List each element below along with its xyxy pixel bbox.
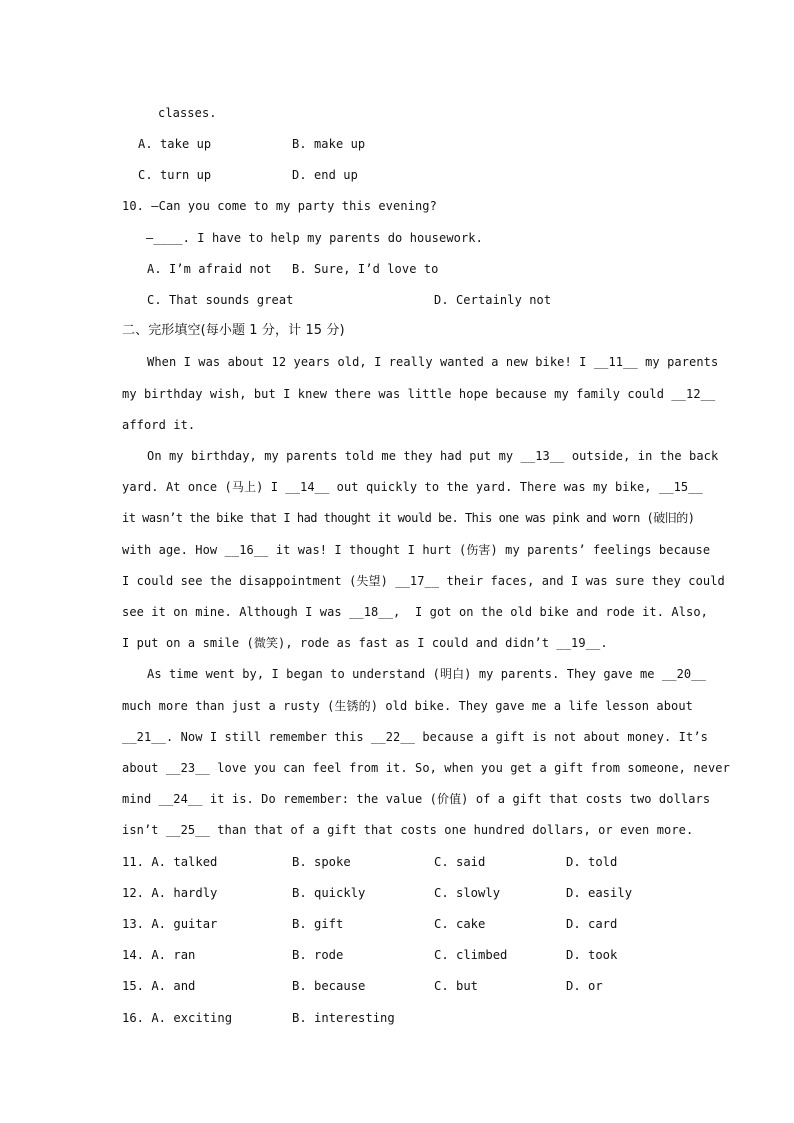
passage-line-4	[147, 448, 718, 464]
blank-22: __22__	[371, 730, 415, 744]
q12-option-b: B. quickly	[292, 886, 366, 900]
passage-line-8	[122, 573, 725, 589]
q15-option-a: 15. A. and	[122, 979, 196, 993]
q9-option-a: A. take up	[138, 137, 212, 151]
q11-option-b: B. spoke	[292, 855, 351, 869]
passage-line-11	[147, 666, 706, 682]
passage-line-14	[122, 760, 730, 776]
passage-text: out quickly to the yard. There was my bike,	[329, 480, 659, 494]
passage-text: mind	[122, 792, 159, 806]
q15-option-c: C. but	[434, 979, 479, 993]
q9-option-c: C. turn up	[138, 168, 212, 182]
passage-line-16	[122, 822, 693, 838]
q12-option-a: 12. A. hardly	[122, 886, 218, 900]
passage-text: with age. How	[122, 543, 225, 557]
q10-option-d: D. Certainly not	[434, 293, 552, 307]
passage-line-7	[122, 542, 710, 558]
blank-24: __24__	[158, 792, 203, 806]
q10-dash: —	[146, 231, 154, 245]
q10-option-b: B. Sure, I’d love to	[292, 262, 439, 276]
blank-14: __14__	[285, 480, 330, 494]
blank-16: __16__	[224, 543, 269, 557]
passage-text: their faces, and I was sure they could	[439, 574, 725, 588]
passage-text: I could see the disappointment (失望)	[122, 574, 396, 588]
passage-text: When I was about 12 years old, I really wanted a new bike! I	[147, 355, 594, 369]
q14-option-c: C. climbed	[434, 948, 508, 962]
passage-text: , I got on the old bike and rode it. Also,	[393, 605, 708, 619]
passage-text: On my birthday, my parents told me they had put my	[147, 449, 521, 463]
blank-18: __18__	[349, 605, 394, 619]
passage-text: . Now I still remember this	[165, 730, 372, 744]
q12-option-c: C. slowly	[434, 886, 501, 900]
passage-text: As time went by, I began to understand (明白) my parents. They gave me	[147, 667, 662, 681]
blank-23: __23__	[165, 761, 210, 775]
q10-option-c: C. That sounds great	[147, 293, 294, 307]
blank-20: __20__	[661, 667, 706, 681]
passage-text: isn’t	[122, 823, 166, 837]
q10-blank: ____	[153, 231, 183, 245]
passage-line-9	[122, 604, 708, 620]
passage-line-10	[122, 635, 608, 651]
q11-option-c: C. said	[434, 855, 486, 869]
q10-option-a: A. I’m afraid not	[147, 262, 272, 276]
passage-text: .	[600, 636, 608, 650]
blank-19: __19__	[556, 636, 601, 650]
passage-text: than that of a gift that costs one hundred dollars, or even more.	[209, 823, 694, 837]
q9-option-d: D. end up	[292, 168, 358, 182]
q13-option-d: D. card	[566, 917, 618, 931]
blank-11: __11__	[593, 355, 638, 369]
blank-21: __21__	[122, 730, 166, 744]
passage-text: it was! I thought I hurt (伤害) my parents’ feelings because	[268, 543, 711, 557]
passage-line-2	[122, 386, 715, 402]
q13-option-c: C. cake	[434, 917, 486, 931]
q9-stem-tail: classes.	[158, 106, 217, 120]
blank-17: __17__	[395, 574, 440, 588]
q11-option-d: D. told	[566, 855, 618, 869]
q16-option-b: B. interesting	[292, 1011, 395, 1025]
passage-line-13	[122, 729, 708, 745]
passage-text: because a gift is not about money. It’s	[415, 730, 708, 744]
passage-text: outside, in the back	[564, 449, 719, 463]
q15-option-b: B. because	[292, 979, 366, 993]
q10-reply	[146, 230, 483, 246]
q13-option-a: 13. A. guitar	[122, 917, 218, 931]
passage-line-3: afford it.	[122, 418, 196, 432]
q10-reply-text: . I have to help my parents do housework.	[182, 231, 483, 245]
passage-line-5	[122, 479, 703, 495]
blank-15: __15__	[658, 480, 703, 494]
passage-line-1	[147, 354, 718, 370]
q11-option-a: 11. A. talked	[122, 855, 218, 869]
passage-line-15	[122, 791, 710, 807]
passage-text: I put on a smile (微笑), rode as fast as I could and didn’t	[122, 636, 557, 650]
blank-13: __13__	[520, 449, 565, 463]
q10-stem: 10. —Can you come to my party this evening?	[122, 199, 437, 213]
passage-text: my parents	[637, 355, 719, 369]
passage-text: see it on mine. Although I was	[122, 605, 350, 619]
blank-12: __12__	[671, 387, 716, 401]
q13-option-b: B. gift	[292, 917, 344, 931]
blank-25: __25__	[165, 823, 210, 837]
passage-text: it is. Do remember: the value (价值) of a gift that costs two dollars	[202, 792, 711, 806]
passage-text: love you can feel from it. So, when you get a gift from someone, never	[209, 761, 730, 775]
passage-text: my birthday wish, but I knew there was little hope because my family could	[122, 387, 672, 401]
passage-line-6: it wasn’t the bike that I had thought it would be. This one was pink and worn (破旧的)	[122, 511, 695, 525]
q14-option-a: 14. A. ran	[122, 948, 196, 962]
section-heading: 二、完形填空(每小题 1 分，计 15 分)	[122, 323, 345, 338]
q9-option-b: B. make up	[292, 137, 366, 151]
passage-text: yard. At once (马上) I	[122, 480, 286, 494]
q12-option-d: D. easily	[566, 886, 633, 900]
q14-option-b: B. rode	[292, 948, 344, 962]
passage-text: about	[122, 761, 166, 775]
q16-option-a: 16. A. exciting	[122, 1011, 233, 1025]
q15-option-d: D. or	[566, 979, 603, 993]
passage-line-12: much more than just a rusty (生锈的) old bike. They gave me a life lesson about	[122, 699, 693, 713]
q14-option-d: D. took	[566, 948, 618, 962]
